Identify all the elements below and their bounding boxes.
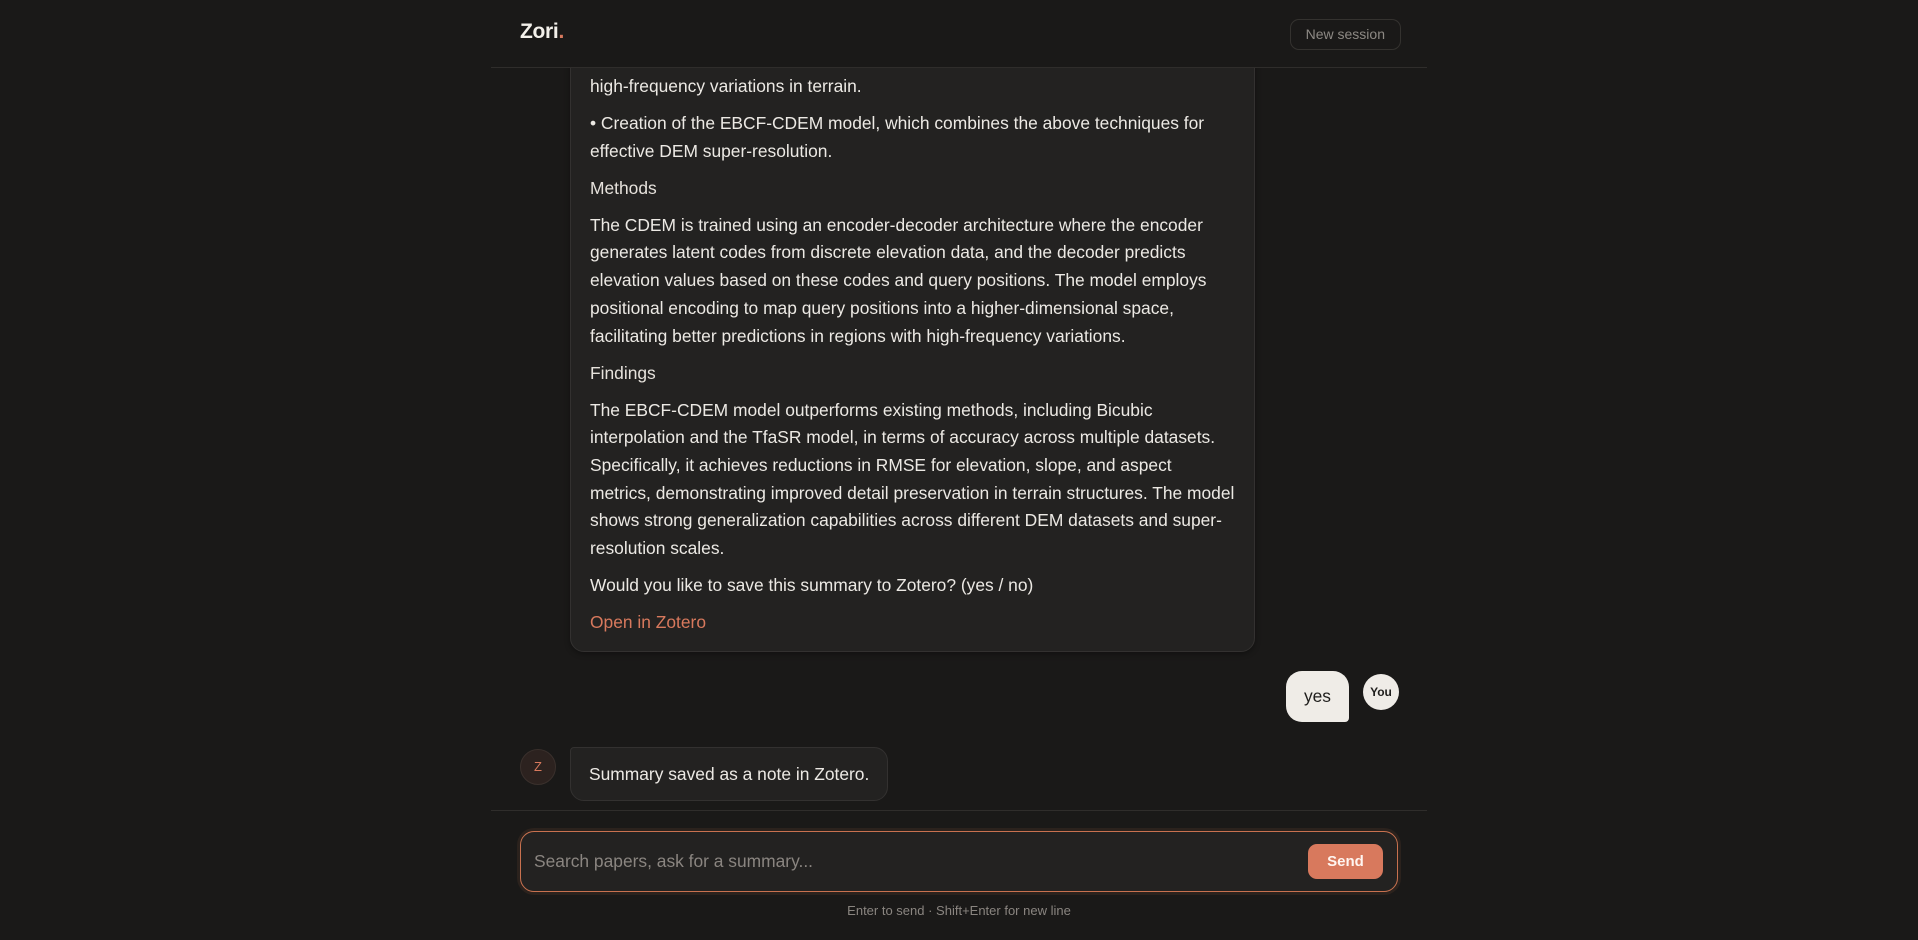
send-button[interactable]: Send <box>1308 844 1383 879</box>
assistant-message-bubble: Summary saved as a note in Zotero. <box>570 747 888 801</box>
user-message-row <box>1286 671 1399 722</box>
methods-paragraph: The CDEM is trained using an encoder-decoder architecture where the encoder generates latent codes from discrete elevation data, and the decoder predicts elevation values based on these codes and query positions. The model employs positional encoding to map query positions into a higher-dimensional space, facilitating better predictions in regions with high-frequency variations. <box>590 214 1207 346</box>
composer-footer <box>491 810 1427 940</box>
summary-paragraph: high-frequency variations in terrain. <box>590 76 862 96</box>
chat-thread[interactable] <box>491 68 1427 810</box>
methods-heading: Methods <box>590 177 657 198</box>
header <box>491 0 1427 68</box>
findings-heading: Findings <box>590 362 656 383</box>
composer <box>520 831 1398 892</box>
findings-paragraph: The EBCF-CDEM model outperforms existing methods, including Bicubic interpolation and the TfaSR model, in terms of accuracy across multiple datasets. Specifically, it achieves reductions in RMSE for elevation, slope, and aspect metrics, demonstrating improved detail preservation in terrain structures. The model shows strong generalization capabilities across different DEM datasets and super-resolution scales. <box>590 399 1235 559</box>
assistant-avatar: Z <box>520 749 556 785</box>
logo-dot: . <box>558 20 565 43</box>
keyboard-hint: Enter to send · Shift+Enter for new line <box>847 903 1071 918</box>
assistant-summary-message <box>570 68 1255 652</box>
save-prompt: Would you like to save this summary to Zotero? (yes / no) <box>590 575 1034 596</box>
open-in-zotero-link[interactable]: Open in Zotero <box>590 612 707 633</box>
logo-text: Zori <box>520 20 559 43</box>
summary-bullet: • Creation of the EBCF-CDEM model, which combines the above techniques for effective DEM super-resolution. <box>590 113 1205 161</box>
user-avatar: You <box>1363 674 1399 710</box>
logo <box>520 20 564 44</box>
assistant-message-row <box>520 747 888 801</box>
new-session-button[interactable]: New session <box>1290 19 1401 50</box>
app-root <box>491 0 1427 940</box>
user-message-bubble: yes <box>1286 671 1349 722</box>
message-input[interactable] <box>534 832 1294 890</box>
